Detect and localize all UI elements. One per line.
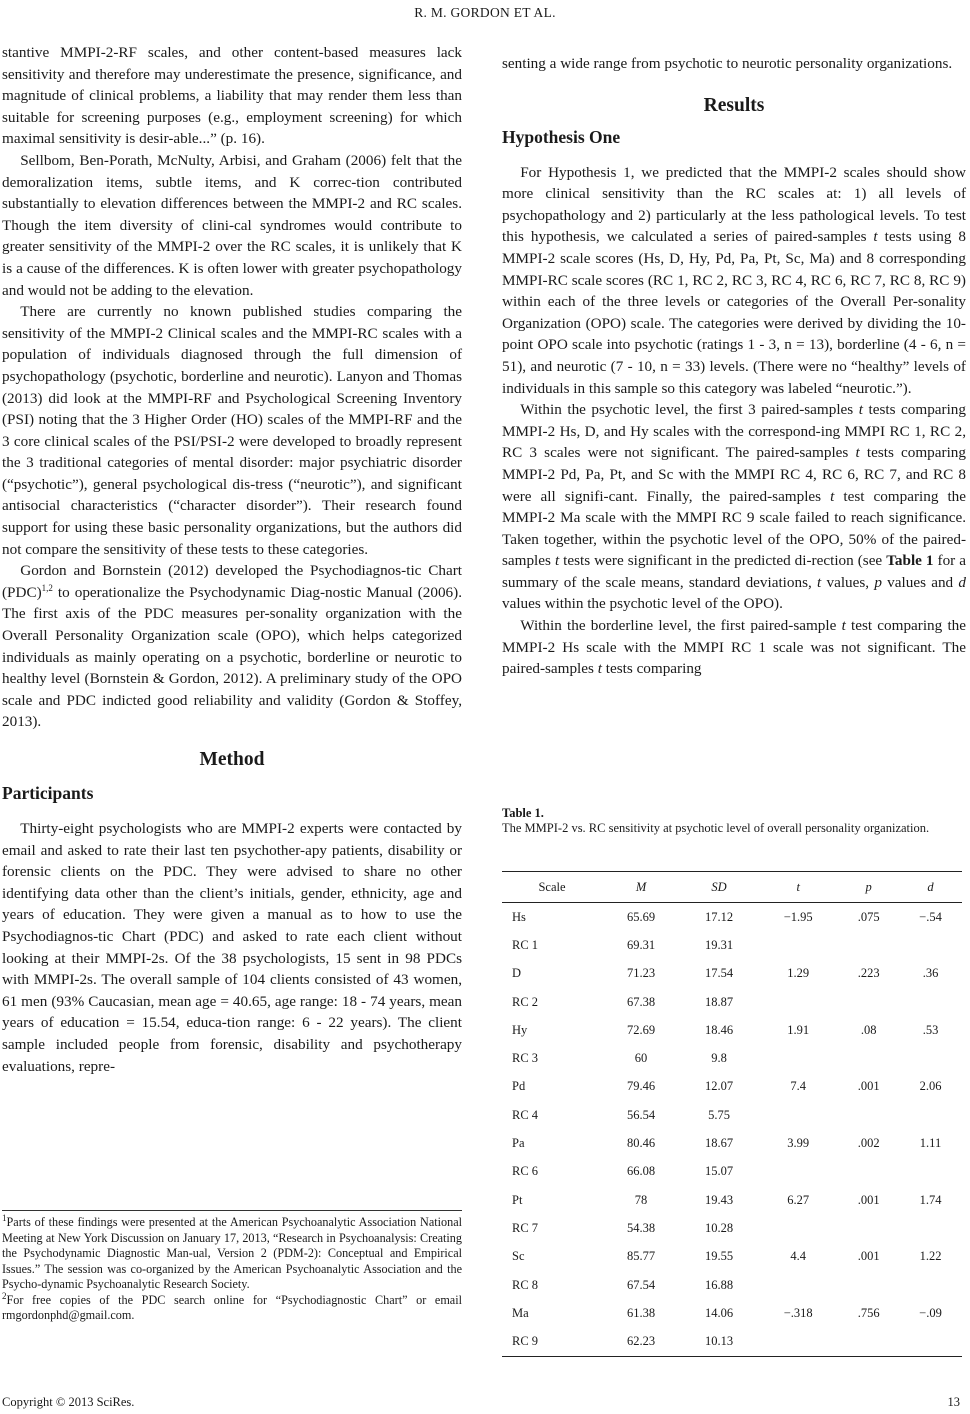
right-column xyxy=(502,53,966,680)
value-cell: 79.46 xyxy=(626,1079,656,1094)
value-cell: 16.88 xyxy=(704,1277,734,1292)
scale-cell: Hy xyxy=(512,1022,528,1037)
value-cell: 78 xyxy=(634,1192,648,1207)
value-cell xyxy=(899,1044,962,1072)
value-cell: .075 xyxy=(857,909,880,924)
value-cell: 67.38 xyxy=(626,994,656,1009)
value-cell: .001 xyxy=(857,1249,880,1264)
scale-cell: RC 1 xyxy=(512,937,539,952)
value-cell xyxy=(899,1158,962,1186)
value-cell: 3.99 xyxy=(787,1136,810,1151)
value-cell: 2.06 xyxy=(919,1079,942,1094)
value-cell xyxy=(899,1327,962,1356)
value-cell: 5.75 xyxy=(708,1107,730,1122)
value-cell xyxy=(838,1214,899,1242)
scale-cell: RC 7 xyxy=(512,1220,539,1235)
value-cell: 62.23 xyxy=(602,1327,680,1356)
scale-cell: RC 2 xyxy=(512,994,539,1009)
value-cell: 19.43 xyxy=(704,1192,734,1207)
scale-cell: Sc xyxy=(512,1249,525,1264)
table-row xyxy=(502,1101,962,1129)
column-header: t xyxy=(758,872,838,903)
table-row xyxy=(502,1299,962,1327)
results-table xyxy=(502,871,962,1357)
value-cell: 4.4 xyxy=(790,1249,806,1264)
value-cell: 10.13 xyxy=(680,1327,758,1356)
scale-cell: RC 9 xyxy=(502,1327,602,1356)
value-cell xyxy=(838,1327,899,1356)
value-cell: 67.54 xyxy=(626,1277,656,1292)
footnote-2: $^2$For free copies of the PDC search online for “Psychodiagnostic Chart” or email rmgordonphd@gmail.com. xyxy=(2,1290,462,1322)
paragraph: senting a wide range from psychotic to neurotic personality organizations. xyxy=(502,55,953,72)
value-cell: 65.69 xyxy=(626,909,656,924)
column-header: M xyxy=(602,872,680,903)
value-cell xyxy=(838,988,899,1016)
table-row xyxy=(502,1327,962,1356)
footnote-1: $^1$Parts of these findings were presented at the American Psychoanalytic Association National Meeting at New York Discussion on January 17, 2013, “Research in Psychoanalysis: Creating the Psychodynamic Diagnostic Man-ual, Version 2 (PDM-2): Conceptual and Empirical Issues.” The session was co-organized by the American Psychoanalytic Association and the Psycho-dynamic Psychoanalytic Research Society. xyxy=(2,1212,462,1291)
value-cell: 9.8 xyxy=(711,1051,727,1066)
table-caption-text: The MMPI-2 vs. RC sensitivity at psychotic level of overall personality organization. xyxy=(502,821,930,835)
scale-cell: RC 3 xyxy=(512,1051,539,1066)
paragraph: Gordon and Bornstein (2012) developed the Psychodiagnos-tic Chart (PDC)$^{1,2}$ to operationalize the Psychodynamic Diag-nostic Manual (2006). The first axis of the PDC measures per-sonality organization with the Overall Personality Organization scale (OPO), which helps categorized individuals as mainly operating on a psychotic, borderline or neurotic to healthy level (Bornstein & Gordon, 2012). A preliminary study of the OPO scale and PDC indicted good reliability and validity (Gordon & Stoffey, 2013). xyxy=(2,562,462,731)
table-1-link[interactable]: Table 1 xyxy=(886,552,934,570)
value-cell: 1.11 xyxy=(919,1136,942,1151)
value-cell: .002 xyxy=(857,1136,880,1151)
value-cell xyxy=(899,1101,962,1129)
value-cell: 1.22 xyxy=(919,1249,942,1264)
table-row xyxy=(502,988,962,1016)
value-cell: 71.23 xyxy=(626,966,656,981)
value-cell: 61.38 xyxy=(626,1305,656,1320)
copyright: Copyright © 2013 SciRes. xyxy=(2,1395,135,1409)
value-cell: −.09 xyxy=(919,1305,942,1320)
scale-cell: Ma xyxy=(512,1305,529,1320)
table-row xyxy=(502,1073,962,1101)
value-cell xyxy=(758,988,838,1016)
value-cell xyxy=(758,931,838,959)
table-row xyxy=(502,1214,962,1242)
value-cell xyxy=(758,1327,838,1356)
table-row xyxy=(502,1129,962,1157)
paragraph: Sellbom, Ben-Porath, McNulty, Arbisi, and Graham (2006) felt that the demoralization items, subtle items, and K correc-tion contributed substantially to elevation differences between the MMPI-2 and RC scales. Though the item diversity of clini-cal syndromes would contribute to greater sensitivity of the MMPI-2 over the RC scales, it is unlikely that K is a cause of the differences. K is often lower with greater psychopathology and would not be adding to the elevation. xyxy=(2,151,462,299)
value-cell: 1.74 xyxy=(919,1192,942,1207)
paragraph: stantive MMPI-2-RF scales, and other content-based measures lack sensitivity and therefore may underestimate the presence, significance, and magnitude of clinical problems, a liability that may render them less than suitable for screening purposes (e.g., employment screening) for which maximal sensitivity is desir-able...” (p. 16). xyxy=(2,44,462,148)
value-cell xyxy=(838,1101,899,1129)
value-cell: .001 xyxy=(857,1192,880,1207)
value-cell: .223 xyxy=(857,966,880,981)
table-row xyxy=(502,1271,962,1299)
column-header: Scale xyxy=(502,872,602,903)
results-heading: Results xyxy=(703,94,765,116)
scale-cell: Hs xyxy=(512,909,526,924)
value-cell: .53 xyxy=(922,1022,939,1037)
value-cell: .36 xyxy=(922,966,939,981)
table-row xyxy=(502,960,962,988)
scale-cell: RC 6 xyxy=(512,1164,539,1179)
column-header: SD xyxy=(680,872,758,903)
table-row xyxy=(502,1044,962,1072)
footnotes xyxy=(2,1210,462,1324)
table-row xyxy=(502,1186,962,1214)
table-row xyxy=(502,903,962,932)
value-cell xyxy=(758,1101,838,1129)
scale-cell: Pa xyxy=(512,1136,525,1151)
value-cell: 60 xyxy=(634,1051,648,1066)
value-cell xyxy=(758,1271,838,1299)
paragraph: Within the psychotic level, the first 3 paired-samples t tests comparing MMPI-2 Hs, D, and Hy scales with the correspond-ing MMPI RC 1, RC 2, RC 3 scales were not significant. The paired-samples t tests comparing MMPI-2 Pd, Pa, Pt, and Sc with the MMPI RC 4, RC 6, RC 7, and RC 8 were all signifi-cant. Finally, the paired-samples t test comparing the MMPI-2 Ma scale with the MMPI RC 9 scale failed to reach significance. Taken together, within the psychotic level of the OPO, 50% of the paired-samples t tests were significant in the predicted di-rection (see Table 1 for a summary of the scale means, standard deviations, t values, p values and d values within the psychotic level of the OPO). xyxy=(502,401,966,613)
value-cell: 1.91 xyxy=(787,1022,810,1037)
value-cell: 19.31 xyxy=(704,937,734,952)
value-cell: 19.55 xyxy=(704,1249,734,1264)
scale-cell: RC 4 xyxy=(512,1107,539,1122)
value-cell: 72.69 xyxy=(626,1022,656,1037)
scale-cell: Pd xyxy=(512,1079,526,1094)
value-cell: −1.95 xyxy=(783,909,813,924)
value-cell: 1.29 xyxy=(787,966,810,981)
value-cell: 56.54 xyxy=(626,1107,656,1122)
table-header-row xyxy=(502,872,962,903)
paragraph: Within the borderline level, the first paired-sample t test comparing the MMPI-2 Hs scale with the MMPI RC 1 scale was not significant. The paired-samples t tests comparing xyxy=(502,617,966,678)
scale-cell: RC 8 xyxy=(512,1277,539,1292)
value-cell: 17.12 xyxy=(704,909,734,924)
value-cell xyxy=(899,931,962,959)
value-cell xyxy=(838,1158,899,1186)
value-cell xyxy=(758,1158,838,1186)
value-cell: 14.06 xyxy=(704,1305,734,1320)
left-column xyxy=(2,42,462,1077)
value-cell: .08 xyxy=(860,1022,877,1037)
value-cell: .756 xyxy=(857,1305,880,1320)
page-number: 13 xyxy=(947,1395,960,1409)
table-row xyxy=(502,931,962,959)
hypothesis-one-heading: Hypothesis One xyxy=(502,126,621,147)
table-row xyxy=(502,1243,962,1271)
value-cell xyxy=(758,1044,838,1072)
value-cell: 54.38 xyxy=(626,1220,656,1235)
value-cell: 10.28 xyxy=(704,1220,734,1235)
value-cell xyxy=(899,988,962,1016)
value-cell: 80.46 xyxy=(626,1136,656,1151)
value-cell: 85.77 xyxy=(626,1249,656,1264)
value-cell: 7.4 xyxy=(790,1079,806,1094)
column-header: p xyxy=(838,872,899,903)
value-cell xyxy=(838,1271,899,1299)
value-cell: 15.07 xyxy=(704,1164,734,1179)
value-cell: 18.46 xyxy=(704,1022,734,1037)
value-cell: 69.31 xyxy=(626,937,656,952)
value-cell xyxy=(838,1044,899,1072)
column-header: d xyxy=(899,872,962,903)
table-row xyxy=(502,1016,962,1044)
value-cell xyxy=(899,1214,962,1242)
value-cell xyxy=(758,1214,838,1242)
table-caption xyxy=(502,806,966,836)
value-cell xyxy=(899,1271,962,1299)
paragraph: Thirty-eight psychologists who are MMPI-2 experts were contacted by email and asked to rate their last ten psychother-apy patients, disability or forensic clients on the PDC. They were advised to share no other identifying data other than the client’s initials, gender, ethnicity, age and years of education. They were given a manual as to how to use the Psychodiagnos-tic Chart (PDC) and asked to rate each client without looking at their MMPI-2s. Of the 38 psychologists, 15 sent in 98 PDCs with MMPI-2s. The overall sample of 104 clients consisted of 43 women, 61 men (93% Caucasian, mean age = 40.65, age range: 18 - 74 years, mean years of education = 15.54, educa-tion range: 6 - 22 years). The client sample included people from forensic, disability and psychotherapy evaluations, repre- xyxy=(2,820,462,1075)
value-cell: 17.54 xyxy=(704,966,734,981)
value-cell: 66.08 xyxy=(626,1164,656,1179)
value-cell: 18.87 xyxy=(704,994,734,1009)
paragraph: There are currently no known published studies comparing the sensitivity of the MMPI-2 Clinical scales and the MMPI-RC scales with a population of individuals diagnosed through the full dimension of psychopathology (psychotic, borderline and neurotic). Lanyon and Thomas (2013) did look at the MMPI-RF and Psychological Screening Inventory (PSI) noting that the 3 Higher Order (HO) scales of the MMPI-RF and the 3 core clinical scales of the PSI/PSI-2 were developed to broadly represent the 3 traditional categories of mental disorder: major psychiatric disorder (“psychotic”), general psychological dis-tress (“neurotic”), and significant antisocial characteristics (“character disorder”). Their research found support for using these basic personality organizations, but the authors did not compare the sensitivity of these tests to these categories. xyxy=(2,303,462,558)
value-cell: 6.27 xyxy=(787,1192,810,1207)
value-cell: 12.07 xyxy=(704,1079,734,1094)
footnote-ref[interactable]: 1,2 xyxy=(41,582,53,593)
value-cell: 18.67 xyxy=(704,1136,734,1151)
scale-cell: D xyxy=(512,966,522,981)
table-label: Table 1. xyxy=(502,806,544,820)
paragraph: For Hypothesis 1, we predicted that the MMPI-2 scales should show more clinical sensitivity than the RC scales at: 1) all levels of psychopathology and 2) particularly at the less pathological levels. To test this hypothesis, we calculated a series of paired-samples t tests using 8 MMPI-2 scale scores (Hs, D, Hy, Pd, Pa, Pt, Sc, Ma) and 8 corresponding MMPI-RC scale scores (RC 1, RC 2, RC 3, RC 4, RC 6, RC 7, RC 8, RC 9) within each of the three levels or categories of the Overall Per-sonality Organization (OPO) scale. The categories were derived by dividing the 10-point OPO scale into psychotic (ratings 1 - 3, n = 13), borderline (4 - 6, n = 51), and neurotic (7 - 10, n = 33) levels. (There were no “healthy” levels of individuals in this sample so this category was labeled “neurotic.”). xyxy=(502,163,966,397)
value-cell: −.54 xyxy=(919,909,942,924)
table-row xyxy=(502,1158,962,1186)
participants-heading: Participants xyxy=(2,783,94,803)
method-heading: Method xyxy=(199,749,265,770)
running-head: R. M. GORDON ET AL. xyxy=(414,5,556,20)
table-body xyxy=(502,903,962,1357)
scale-cell: Pt xyxy=(512,1192,523,1207)
value-cell xyxy=(838,931,899,959)
value-cell: −.318 xyxy=(783,1305,813,1320)
value-cell: .001 xyxy=(857,1079,880,1094)
